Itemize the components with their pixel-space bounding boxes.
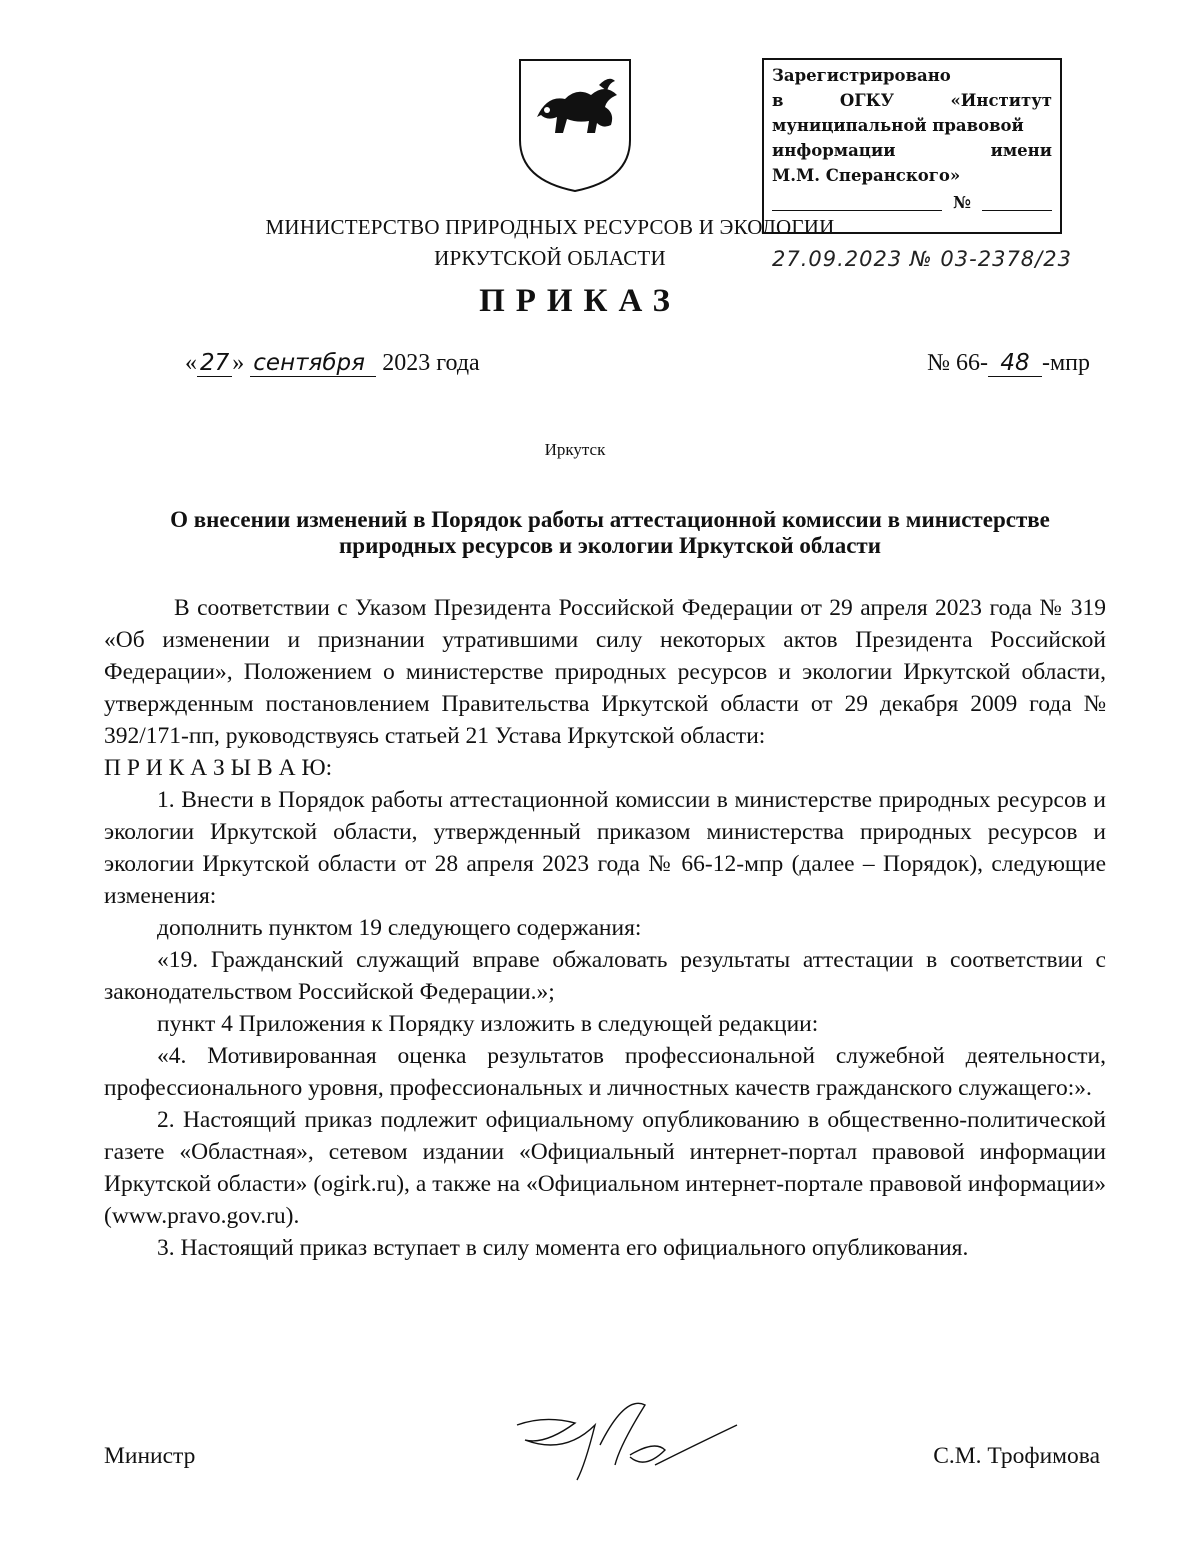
signatory-position: Министр [104, 1443, 196, 1469]
order-number-handwritten: 48 [988, 350, 1042, 377]
paragraph-order-word: П Р И К А З Ы В А Ю: [104, 755, 333, 781]
ministry-line-1: МИНИСТЕРСТВО ПРИРОДНЫХ РЕСУРСОВ И ЭКОЛОГИИ [265, 215, 835, 239]
document-type: ПРИКАЗ [479, 283, 681, 319]
stamp-number-sign: № [953, 193, 971, 212]
paragraph-preamble: В соответствии с Указом Президента Российской Федерации от 29 апреля 2023 года № 319 «Об изменении и признании утратившими силу некоторых актов Президента Российской Федерации», Положением о министерстве природных ресурсов и экологии Иркутской области, утвержденным постановлением Правительства Иркутской области от 29 декабря 2009 года № 392/171-пп, руководствуясь статьей 21 Устава Иркутской области: [104, 595, 1106, 749]
date-month: сентября [250, 350, 376, 377]
order-number: № 66- 48 -мпр [927, 350, 1090, 376]
paragraph-item-3: 3. Настоящий приказ вступает в силу момента его официального опубликования. [157, 1235, 969, 1261]
coat-of-arms-icon [515, 55, 635, 195]
registration-stamp [762, 58, 1062, 234]
handwritten-signature [505, 1385, 745, 1495]
paragraph-appendix-item-4: пункт 4 Приложения к Порядку изложить в следующей редакции: [157, 1011, 819, 1037]
signatory-name: С.М. Трофимова [933, 1443, 1100, 1469]
city: Иркутск [544, 440, 606, 459]
date-day: 27 [197, 350, 232, 377]
paragraph-add-item-19: дополнить пунктом 19 следующего содержания: [157, 915, 642, 941]
paragraph-item-1: 1. Внести в Порядок работы аттестационной комиссии в министерстве природных ресурсов и экологии Иркутской области, утвержденный приказом министерства природных ресурсов и экологии Иркутской области от 28 апреля 2023 года № 66-12-мпр (далее – Порядок), следующие изменения: [104, 787, 1106, 909]
paragraph-item-2: 2. Настоящий приказ подлежит официальному опубликованию в общественно-политической газете «Областная», сетевом издании «Официальный интернет-портал правовой информации Иркутской области» (ogirk.ru), а также на «Официальном интернет-портале правовой информации» (www.pravo.gov.ru). [104, 1107, 1106, 1229]
ministry-name [250, 212, 850, 274]
stamp-line-3: муниципальной правовой [772, 116, 1024, 135]
paragraph-item-4-text: «4. Мотивированная оценка результатов профессиональной служебной деятельности, профессионального уровня, профессиональных и личностных качеств гражданского служащего:». [104, 1043, 1106, 1101]
stamp-line-4: информации имени [772, 141, 1052, 160]
date-year: 2023 года [382, 350, 480, 376]
document-body [104, 592, 1106, 1264]
stamp-line-1: Зарегистрировано [772, 66, 951, 85]
ministry-line-2: ИРКУТСКОЙ ОБЛАСТИ [434, 246, 666, 270]
document-heading: О внесении изменений в Порядок работы аттестационной комиссии в министерстве природных ресурсов и экологии Иркутской области [170, 507, 1050, 558]
paragraph-item-19-text: «19. Гражданский служащий вправе обжаловать результаты аттестации в соответствии с законодательством Российской Федерации.»; [104, 947, 1106, 1005]
stamp-line-2: в ОГКУ «Институт [772, 91, 1052, 110]
registration-handwritten-number: 27.09.2023 № 03-2378/23 [772, 247, 1072, 271]
order-date: « 27 » сентября 2023 года [185, 350, 480, 376]
stamp-line-5: М.М. Сперанского» [772, 166, 961, 185]
